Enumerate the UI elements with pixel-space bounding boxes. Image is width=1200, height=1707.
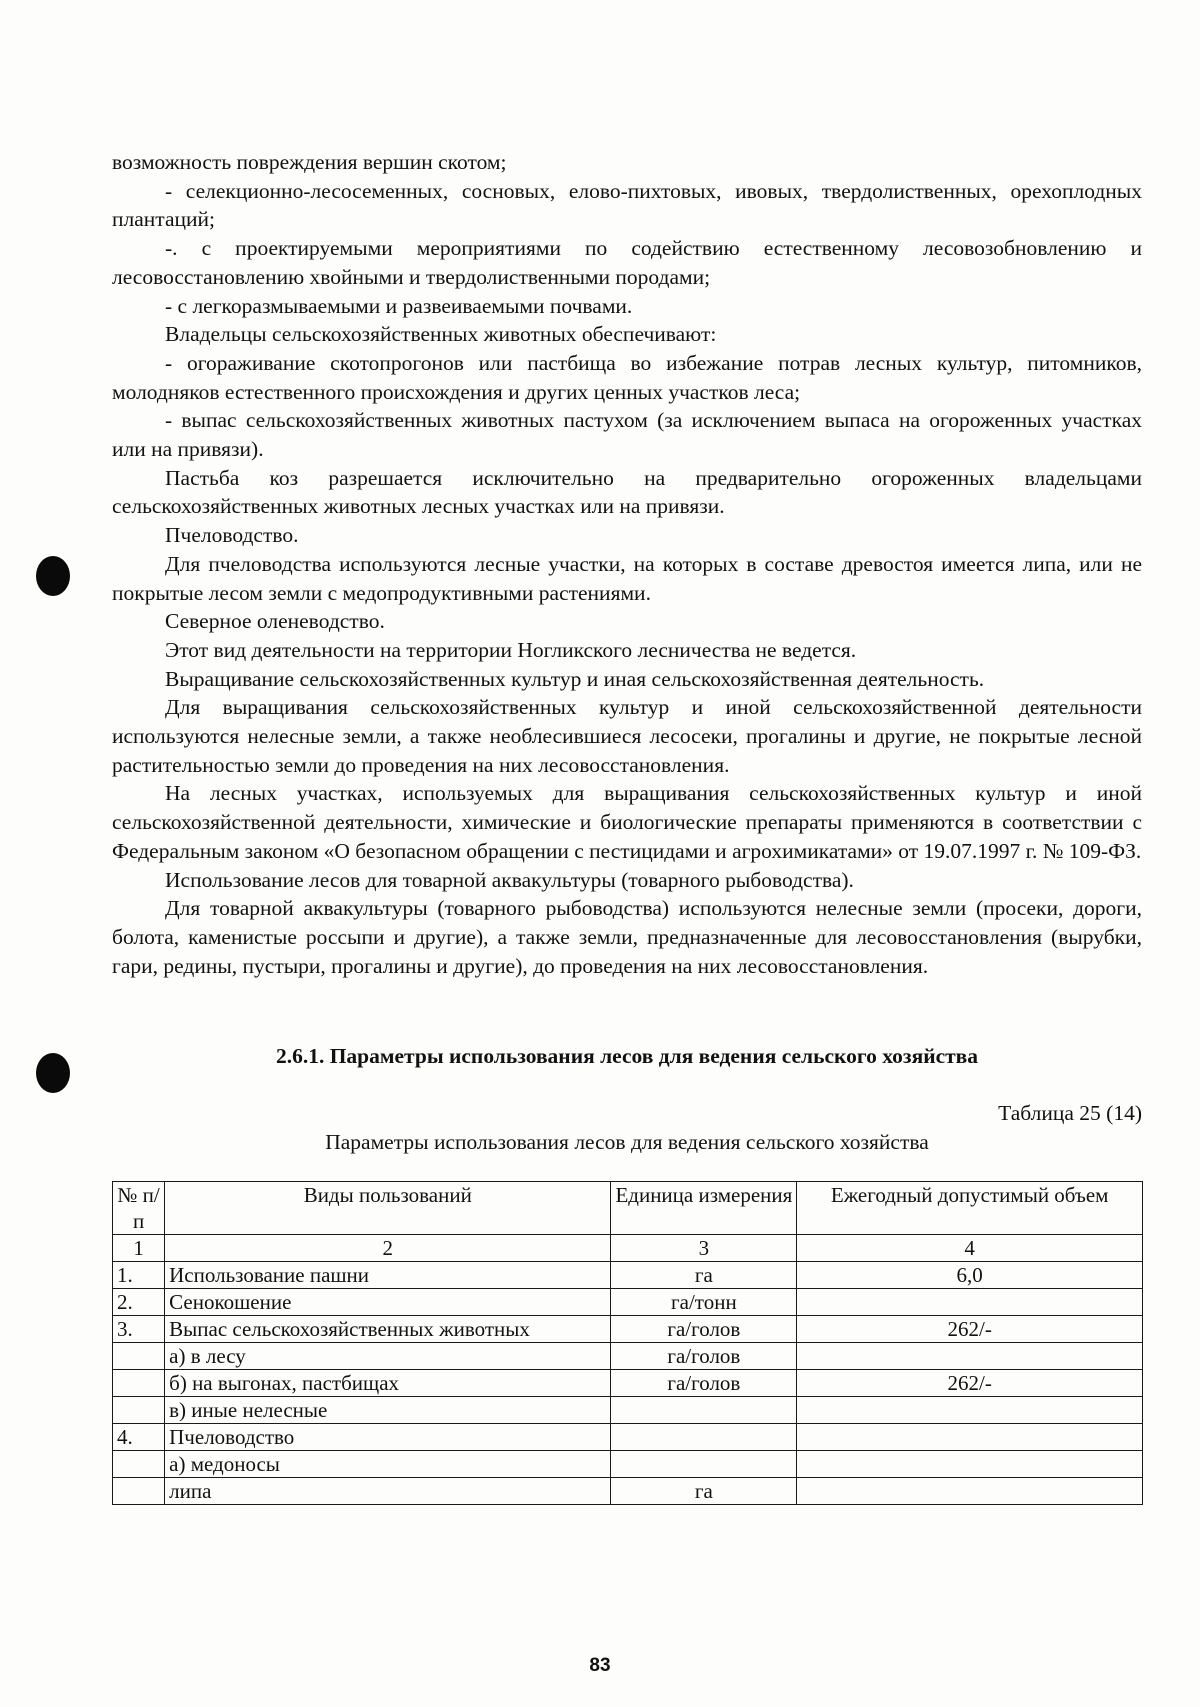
paragraph: возможность повреждения вершин скотом; bbox=[112, 150, 507, 174]
cell-volume bbox=[797, 1424, 1143, 1451]
header-number: № п/п bbox=[113, 1182, 165, 1235]
cell-number bbox=[113, 1370, 165, 1397]
cell-unit: га/голов bbox=[611, 1343, 797, 1370]
paragraph: Выращивание сельскохозяйственных культур и иная сельскохозяйственная деятельность. bbox=[165, 666, 985, 691]
cell-usage-kind: липа bbox=[165, 1478, 611, 1505]
cell-unit: га/голов bbox=[611, 1316, 797, 1343]
column-number: 4 bbox=[797, 1235, 1143, 1262]
cell-number: 4. bbox=[113, 1424, 165, 1451]
cell-usage-kind: б) на выгонах, пастбищах bbox=[165, 1370, 611, 1397]
table-row bbox=[113, 1397, 1143, 1424]
column-number: 1 bbox=[113, 1235, 165, 1262]
paragraph: - огораживание скотопрогонов или пастбища во избежание потрав лесных культур, питомников, молодняков естественного происхождения и других ценных участков леса; bbox=[112, 350, 1142, 404]
punch-hole-mark bbox=[36, 556, 70, 596]
cell-number: 2. bbox=[113, 1289, 165, 1316]
paragraph: Для товарной аквакультуры (товарного рыбоводства) используются нелесные земли (просеки, дороги, болота, каменистые россыпи и другие), а также земли, предназначенные для лесовосстановления (вырубки, гари, редины, пустыри, прогалины и другие), до проведения на них лесовосстановления. bbox=[112, 896, 1142, 978]
paragraph: Использование лесов для товарной аквакультуры (товарного рыбоводства). bbox=[165, 867, 854, 892]
cell-volume: 262/- bbox=[797, 1370, 1143, 1397]
table-row bbox=[113, 1478, 1143, 1505]
paragraph: Этот вид деятельности на территории Ногликского лесничества не ведется. bbox=[165, 637, 857, 662]
table-caption: Параметры использования лесов для ведения сельского хозяйства bbox=[325, 1130, 929, 1154]
paragraph: Владельцы сельскохозяйственных животных обеспечивают: bbox=[165, 322, 717, 347]
cell-number bbox=[113, 1397, 165, 1424]
table-row bbox=[113, 1289, 1143, 1316]
parameters-table bbox=[112, 1181, 1143, 1505]
punch-hole-mark bbox=[36, 1053, 70, 1093]
paragraph: Пчеловодство. bbox=[165, 523, 299, 548]
cell-volume bbox=[797, 1478, 1143, 1505]
cell-volume bbox=[797, 1343, 1143, 1370]
column-number: 3 bbox=[611, 1235, 797, 1262]
header-annual-volume: Ежегодный допустимый объем bbox=[797, 1182, 1143, 1235]
cell-unit bbox=[611, 1424, 797, 1451]
paragraph: - селекционно-лесосеменных, сосновых, елово-пихтовых, ивовых, твердолиственных, орехоплодных плантаций; bbox=[112, 178, 1142, 232]
table-number: Таблица 25 (14) bbox=[998, 1101, 1142, 1125]
section-heading: 2.6.1. Параметры использования лесов для ведения сельского хозяйства bbox=[275, 1044, 979, 1068]
body-text bbox=[112, 148, 1142, 980]
cell-number bbox=[113, 1343, 165, 1370]
cell-usage-kind: Выпас сельскохозяйственных животных bbox=[165, 1316, 611, 1343]
cell-usage-kind: Пчеловодство bbox=[165, 1424, 611, 1451]
column-number-row bbox=[113, 1235, 1143, 1262]
cell-volume bbox=[797, 1397, 1143, 1424]
page-number: 83 bbox=[589, 1655, 611, 1676]
table-row bbox=[113, 1262, 1143, 1289]
table-row bbox=[113, 1343, 1143, 1370]
header-unit: Единица измерения bbox=[611, 1182, 797, 1235]
cell-unit: га bbox=[611, 1262, 797, 1289]
cell-number bbox=[113, 1451, 165, 1478]
cell-volume: 6,0 bbox=[797, 1262, 1143, 1289]
cell-volume bbox=[797, 1451, 1143, 1478]
paragraph: -. с проектируемыми мероприятиями по содействию естественному лесовозобновлению и лесовосстановлению хвойными и твердолиственными породами; bbox=[112, 236, 1142, 289]
cell-volume bbox=[797, 1289, 1143, 1316]
table-row bbox=[113, 1370, 1143, 1397]
cell-usage-kind: а) в лесу bbox=[165, 1343, 611, 1370]
table-header-row bbox=[113, 1182, 1143, 1235]
cell-unit bbox=[611, 1451, 797, 1478]
cell-usage-kind: Использование пашни bbox=[165, 1262, 611, 1289]
cell-number bbox=[113, 1478, 165, 1505]
table-row bbox=[113, 1424, 1143, 1451]
cell-usage-kind: Сенокошение bbox=[165, 1289, 611, 1316]
paragraph: - выпас сельскохозяйственных животных пастухом (за исключением выпаса на огороженных участках или на привязи). bbox=[112, 408, 1142, 462]
cell-usage-kind: в) иные нелесные bbox=[165, 1397, 611, 1424]
paragraph: Для пчеловодства используются лесные участки, на которых в составе древостоя имеется липа, или не покрытые лесом земли с медопродуктивными растениями. bbox=[112, 551, 1142, 605]
column-number: 2 bbox=[165, 1235, 611, 1262]
cell-unit: га bbox=[611, 1478, 797, 1505]
table-row bbox=[113, 1451, 1143, 1478]
cell-unit: га/тонн bbox=[611, 1289, 797, 1316]
paragraph: Пастьба коз разрешается исключительно на предварительно огороженных владельцами сельскохозяйственных животных лесных участках или на привязи. bbox=[112, 465, 1142, 519]
paragraph: Для выращивания сельскохозяйственных культур и иной сельскохозяйственной деятельности используются нелесные земли, а также необлесившиеся лесосеки, прогалины и другие, не покрытые лесной растительностью земли до проведения на них лесовосстановления. bbox=[112, 695, 1142, 777]
cell-volume: 262/- bbox=[797, 1316, 1143, 1343]
cell-usage-kind: а) медоносы bbox=[165, 1451, 611, 1478]
table-row bbox=[113, 1316, 1143, 1343]
cell-unit: га/голов bbox=[611, 1370, 797, 1397]
paragraph: - с легкоразмываемыми и развеиваемыми почвами. bbox=[165, 293, 633, 318]
cell-number: 3. bbox=[113, 1316, 165, 1343]
header-usage-kind: Виды пользований bbox=[165, 1182, 611, 1235]
cell-unit bbox=[611, 1397, 797, 1424]
paragraph: На лесных участках, используемых для выращивания сельскохозяйственных культур и иной сельскохозяйственной деятельности, химические и биологические препараты применяются в соответствии с Федеральным законом «О безопасном обращении с пестицидами и агрохимикатами» от 19.07.1997 г. № 109-ФЗ. bbox=[112, 781, 1142, 863]
cell-number: 1. bbox=[113, 1262, 165, 1289]
paragraph: Северное оленеводство. bbox=[165, 609, 385, 634]
